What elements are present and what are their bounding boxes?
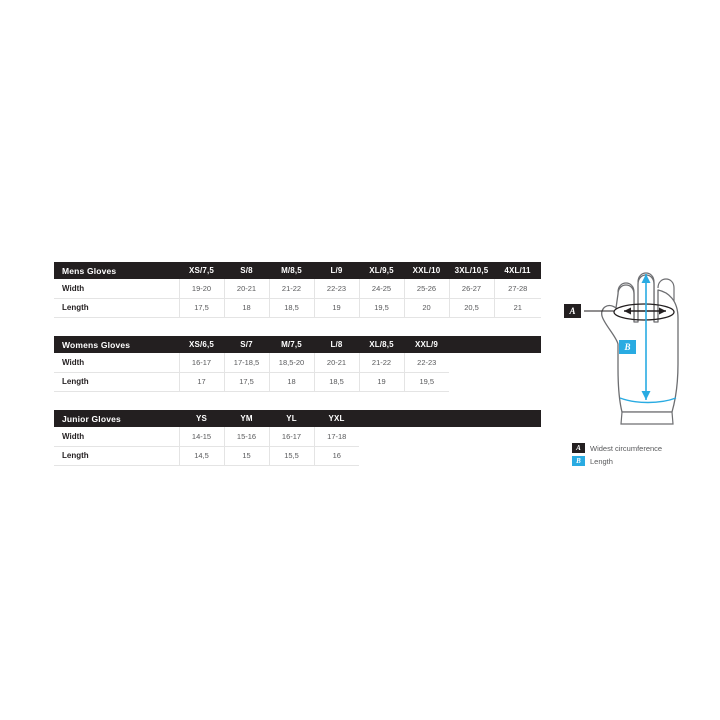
mens-size-header: L/9 <box>314 262 359 279</box>
row-label: Length <box>54 446 179 466</box>
cell: 18,5-20 <box>269 353 314 372</box>
mens-size-header: XS/7,5 <box>179 262 224 279</box>
row-label: Width <box>54 279 179 298</box>
junior-size-header: YXL <box>314 410 359 427</box>
cell: 16-17 <box>179 353 224 372</box>
junior-header-spacer <box>359 410 541 427</box>
womens-gloves-table <box>54 336 541 392</box>
cell: 18 <box>224 298 269 318</box>
legend-label-a: Widest circumference <box>590 443 663 453</box>
cell: 19 <box>314 298 359 318</box>
mens-size-header: 3XL/10,5 <box>449 262 494 279</box>
mens-size-header: S/8 <box>224 262 269 279</box>
junior-size-header: YL <box>269 410 314 427</box>
table-row <box>54 279 541 298</box>
cell: 27-28 <box>494 279 541 298</box>
junior-header-row <box>54 410 541 427</box>
cell-empty <box>449 372 541 392</box>
mens-gloves-table <box>54 262 541 318</box>
cell: 15-16 <box>224 427 269 446</box>
cell: 14-15 <box>179 427 224 446</box>
cell: 25-26 <box>404 279 449 298</box>
legend-item-b <box>572 456 712 466</box>
cell: 21-22 <box>269 279 314 298</box>
cell: 24-25 <box>359 279 404 298</box>
cell: 21 <box>494 298 541 318</box>
size-tables <box>54 262 541 484</box>
glove-illustration-icon <box>556 248 706 428</box>
cell: 18 <box>269 372 314 392</box>
row-label: Width <box>54 353 179 372</box>
womens-size-header: S/7 <box>224 336 269 353</box>
womens-table-title: Womens Gloves <box>54 336 179 353</box>
cell: 20-21 <box>314 353 359 372</box>
cell: 20-21 <box>224 279 269 298</box>
cell: 22-23 <box>404 353 449 372</box>
badge-a: A <box>564 304 581 318</box>
cell: 19,5 <box>404 372 449 392</box>
cell: 18,5 <box>314 372 359 392</box>
legend <box>572 443 712 469</box>
womens-size-header: XS/6,5 <box>179 336 224 353</box>
legend-badge-b: B <box>572 456 585 466</box>
cell: 21-22 <box>359 353 404 372</box>
legend-label-b: Length <box>590 456 613 466</box>
row-label: Width <box>54 427 179 446</box>
mens-header-row <box>54 262 541 279</box>
legend-item-a <box>572 443 712 453</box>
legend-badge-a: A <box>572 443 585 453</box>
cell: 18,5 <box>269 298 314 318</box>
cell: 26-27 <box>449 279 494 298</box>
cell: 19-20 <box>179 279 224 298</box>
womens-size-header: M/7,5 <box>269 336 314 353</box>
table-row <box>54 446 541 466</box>
cell: 20,5 <box>449 298 494 318</box>
cell: 17 <box>179 372 224 392</box>
row-label: Length <box>54 372 179 392</box>
cell: 15,5 <box>269 446 314 466</box>
table-row <box>54 427 541 446</box>
womens-header-spacer <box>449 336 541 353</box>
cell-empty <box>359 427 541 446</box>
table-row <box>54 353 541 372</box>
table-row <box>54 372 541 392</box>
cell: 22-23 <box>314 279 359 298</box>
mens-size-header: M/8,5 <box>269 262 314 279</box>
cell-empty <box>359 446 541 466</box>
glove-measurement-diagram <box>556 248 706 428</box>
junior-table-title: Junior Gloves <box>54 410 179 427</box>
womens-size-header: XXL/9 <box>404 336 449 353</box>
badge-b: B <box>619 340 636 354</box>
table-row <box>54 298 541 318</box>
cell: 17,5 <box>224 372 269 392</box>
cell-empty <box>449 353 541 372</box>
cell: 19 <box>359 372 404 392</box>
row-label: Length <box>54 298 179 318</box>
cell: 17-18 <box>314 427 359 446</box>
cell: 19,5 <box>359 298 404 318</box>
womens-header-row <box>54 336 541 353</box>
womens-size-header: L/8 <box>314 336 359 353</box>
junior-gloves-table <box>54 410 541 466</box>
cell: 14,5 <box>179 446 224 466</box>
cell: 20 <box>404 298 449 318</box>
mens-size-header: XXL/10 <box>404 262 449 279</box>
cell: 17,5 <box>179 298 224 318</box>
cell: 15 <box>224 446 269 466</box>
junior-size-header: YS <box>179 410 224 427</box>
cell: 16-17 <box>269 427 314 446</box>
mens-size-header: 4XL/11 <box>494 262 541 279</box>
junior-size-header: YM <box>224 410 269 427</box>
mens-size-header: XL/9,5 <box>359 262 404 279</box>
mens-table-title: Mens Gloves <box>54 262 179 279</box>
womens-size-header: XL/8,5 <box>359 336 404 353</box>
cell: 16 <box>314 446 359 466</box>
cell: 17-18,5 <box>224 353 269 372</box>
